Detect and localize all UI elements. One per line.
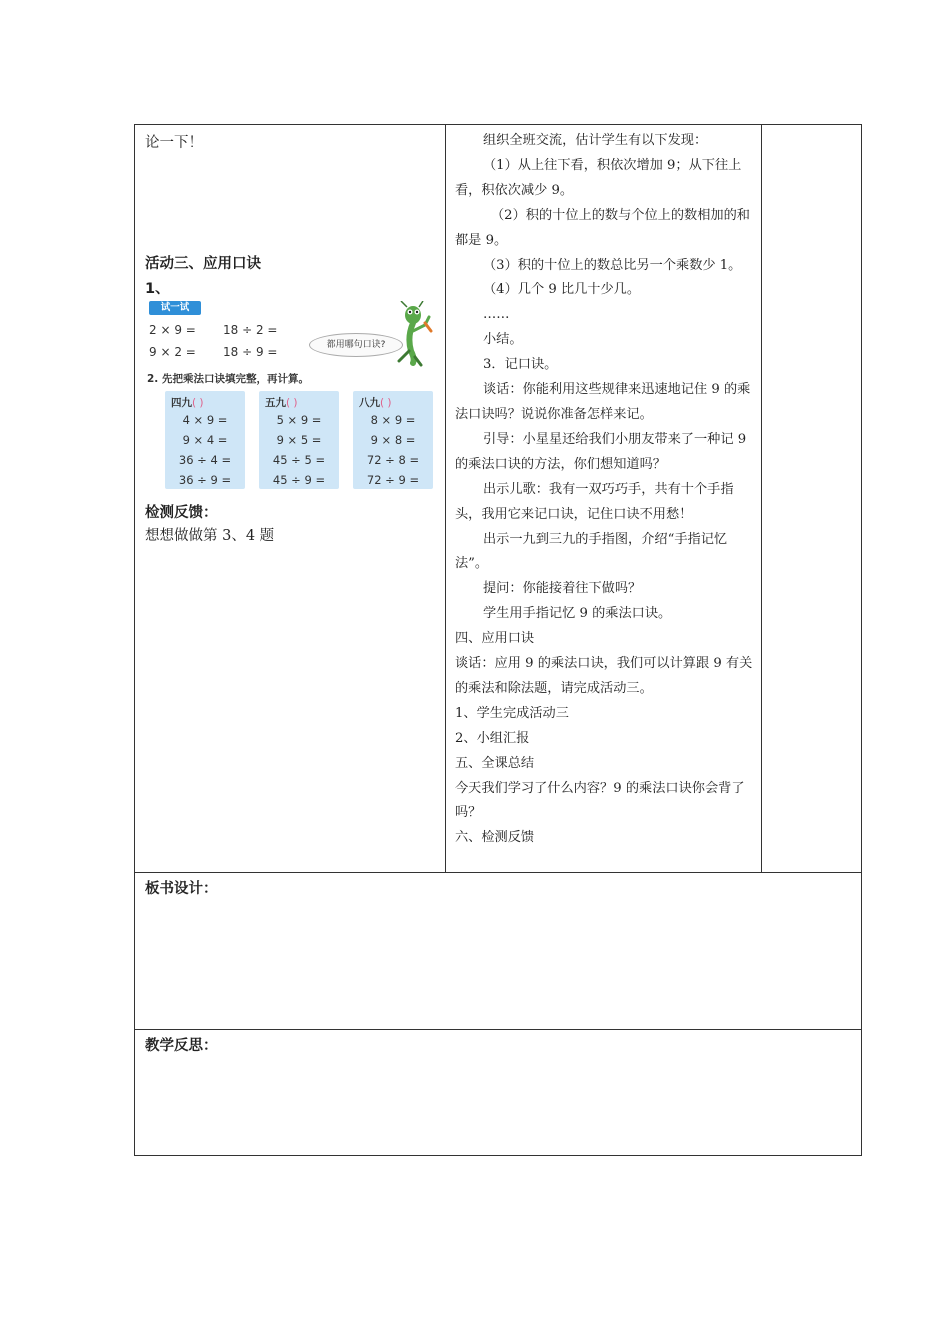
reflection-title: 教学反思： [145,1038,218,1054]
box-row: 9 × 8 = [370,433,416,447]
box-row: 45 ÷ 5 = [272,453,326,467]
box-row: 9 × 4 = [182,433,228,447]
activity3-title: 活动三、应用口诀 [145,256,261,272]
box-row: 72 ÷ 9 = [366,473,420,487]
board-design-title: 板书设计： [145,881,218,897]
mid-line: 1、学生完成活动三 [455,705,569,721]
mid-line: 提问：你能接着往下做吗？ [483,581,642,597]
box-row: 45 ÷ 9 = [272,473,326,487]
feedback-text: 想想做做第 3、4 题 [145,528,275,544]
multiplication-box [353,391,433,489]
box-paren: ( ) [380,397,392,409]
feedback-title: 检测反馈： [145,505,218,521]
mid-line: （4）几个 9 比几十少几。 [483,282,641,298]
box-head: 八九 [359,397,380,409]
mid-line: 学生用手指记忆 9 的乘法口诀。 [483,606,672,622]
multiplication-box [259,391,339,489]
row-divider-1 [135,872,861,873]
row-divider-2 [135,1029,861,1030]
try-equation: 18 ÷ 9 = [223,345,278,359]
mid-line: （2）积的十位上的数与个位上的数相加的和都是 9。 [455,207,750,248]
box-row: 72 ÷ 8 = [366,453,420,467]
mid-line: 谈话：应用 9 的乘法口诀，我们可以计算跟 9 有关的乘法和除法题，请完成活动三。 [455,656,753,696]
exercise-figure [143,299,433,493]
box-row: 8 × 9 = [370,413,416,427]
box-paren: ( ) [192,397,204,409]
mid-line: 四、应用口诀 [455,631,535,647]
column-divider-1 [445,125,446,872]
box-row: 36 ÷ 9 = [178,473,232,487]
mid-line: 小结。 [483,332,523,348]
item-1-label: 1、 [145,281,170,297]
mid-line: 五、全课总结 [455,755,535,771]
mid-line: （1）从上往下看，积依次增加 9；从下往上看，积依次减少 9。 [455,157,742,198]
box-row: 36 ÷ 4 = [178,453,232,467]
mid-line: 引导：小星星还给我们小朋友带来了一种记 9 的乘法口诀的方法，你们想知道吗？ [455,431,747,472]
box-row: 4 × 9 = [182,413,228,427]
box-paren: ( ) [286,397,298,409]
mid-line: （3）积的十位上的数总比另一个乘数少 1。 [483,257,742,273]
box-head: 五九 [265,397,286,409]
speech-bubble: 都用哪句口诀? [309,333,403,357]
mid-line: …… [483,307,510,323]
lesson-table [134,124,862,1156]
try-badge: 试一试 [149,301,201,315]
box-head: 四九 [171,397,192,409]
try-equation: 2 × 9 = [149,323,196,337]
mid-line: 3．记口诀。 [483,357,558,373]
mid-line: 六、检测反馈 [455,830,535,846]
column-divider-2 [761,125,762,872]
middle-cell [455,129,755,851]
box-row: 5 × 9 = [276,413,322,427]
mid-line: 2、小组汇报 [455,730,530,746]
mid-line: 出示一九到三九的手指图，介绍“手指记忆法”。 [455,531,728,572]
task-2-instruction: 2. 先把乘法口诀填完整，再计算。 [147,373,309,385]
left-cell-top-line: 论一下！ [145,135,203,151]
mid-line: 今天我们学习了什么内容？9 的乘法口诀你会背了吗？ [455,780,745,821]
mid-line: 组织全班交流，估计学生有以下发现： [483,133,708,148]
try-equation: 9 × 2 = [149,345,196,359]
grasshopper-icon [391,301,435,367]
mid-line: 出示儿歌：我有一双巧巧手，共有十个手指头，我用它来记口诀，记住口诀不用愁！ [455,481,734,522]
box-row: 9 × 5 = [276,433,322,447]
multiplication-box [165,391,245,489]
mid-line: 谈话：你能利用这些规律来迅速地记住 9 的乘法口诀吗？说说你准备怎样来记。 [455,382,751,422]
try-equation: 18 ÷ 2 = [223,323,278,337]
